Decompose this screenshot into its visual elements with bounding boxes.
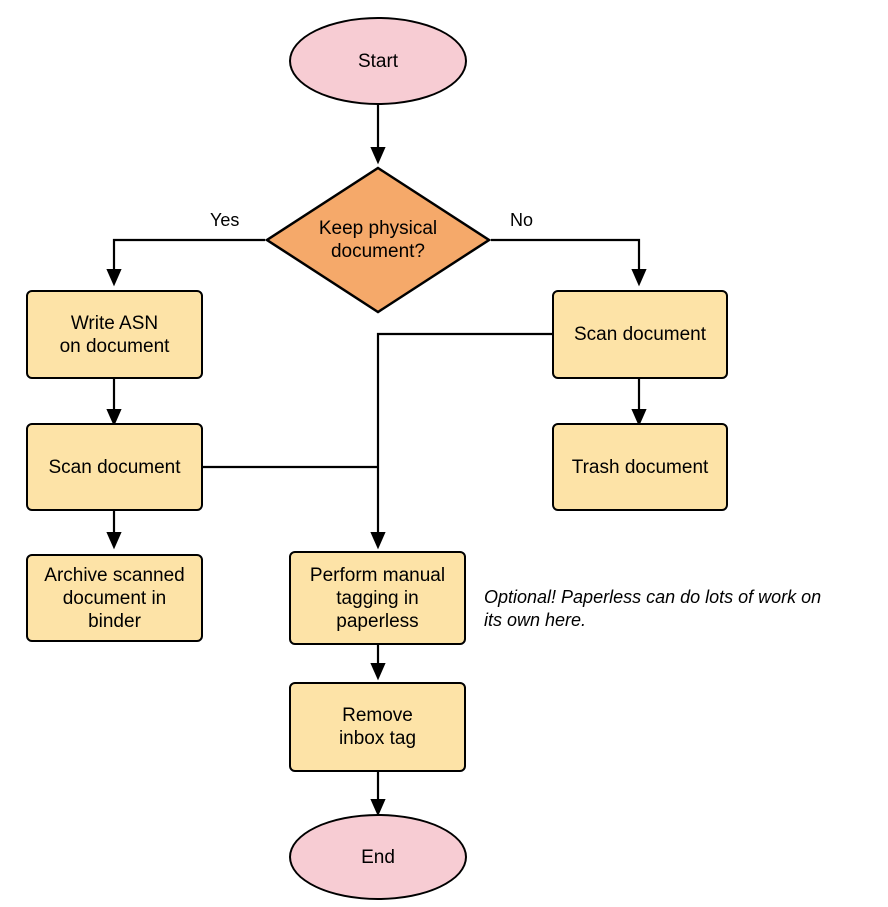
node-archive-scanned-document[interactable] xyxy=(26,554,203,642)
tagging-line2: tagging in xyxy=(336,587,419,609)
decision-label-line1: Keep physical xyxy=(318,218,438,239)
node-scan-document-right-label: Scan document xyxy=(573,324,707,345)
write-asn-line2: on document xyxy=(59,335,170,357)
node-trash-document[interactable] xyxy=(552,423,728,511)
optional-note-line2: its own here. xyxy=(484,610,587,630)
write-asn-line1: Write ASN xyxy=(70,312,159,334)
edge-decision-yes xyxy=(114,240,265,282)
node-perform-manual-tagging[interactable] xyxy=(289,551,466,645)
node-end[interactable] xyxy=(289,814,467,900)
archive-line2: document in xyxy=(62,587,167,609)
node-archive-label xyxy=(44,564,184,633)
node-write-asn-label xyxy=(60,312,170,358)
edge-decision-no xyxy=(491,240,639,282)
node-scan-document-left-label: Scan document xyxy=(48,456,181,478)
decision-label-line2: document? xyxy=(330,241,425,262)
node-start-label: Start xyxy=(357,50,399,72)
node-write-asn[interactable] xyxy=(26,290,203,379)
optional-note-line1: Optional! Paperless can do lots of work on xyxy=(484,587,822,607)
node-scan-document-right[interactable] xyxy=(552,290,728,379)
node-scan-document-left[interactable] xyxy=(26,423,203,511)
archive-line3: binder xyxy=(88,610,141,632)
edge-label-yes: Yes xyxy=(210,210,240,230)
archive-line1: Archive scanned xyxy=(44,564,185,586)
edge-label-no: No xyxy=(510,210,534,230)
node-start[interactable] xyxy=(289,17,467,105)
remove-inbox-line1: Remove xyxy=(342,705,413,726)
node-tagging-label xyxy=(310,564,445,633)
tagging-line3: paperless xyxy=(336,610,419,632)
node-keep-physical-document-label xyxy=(311,217,445,263)
node-trash-document-label: Trash document xyxy=(571,456,709,478)
edge-scanright-to-tagging xyxy=(378,334,552,545)
tagging-line1: Perform manual xyxy=(309,564,446,586)
node-remove-inbox-tag[interactable] xyxy=(289,682,466,772)
optional-note xyxy=(484,586,884,632)
node-keep-physical-document[interactable] xyxy=(265,166,491,314)
node-end-label: End xyxy=(361,846,395,868)
remove-inbox-line2: inbox tag xyxy=(338,728,417,749)
node-remove-inbox-tag-label xyxy=(339,704,416,750)
